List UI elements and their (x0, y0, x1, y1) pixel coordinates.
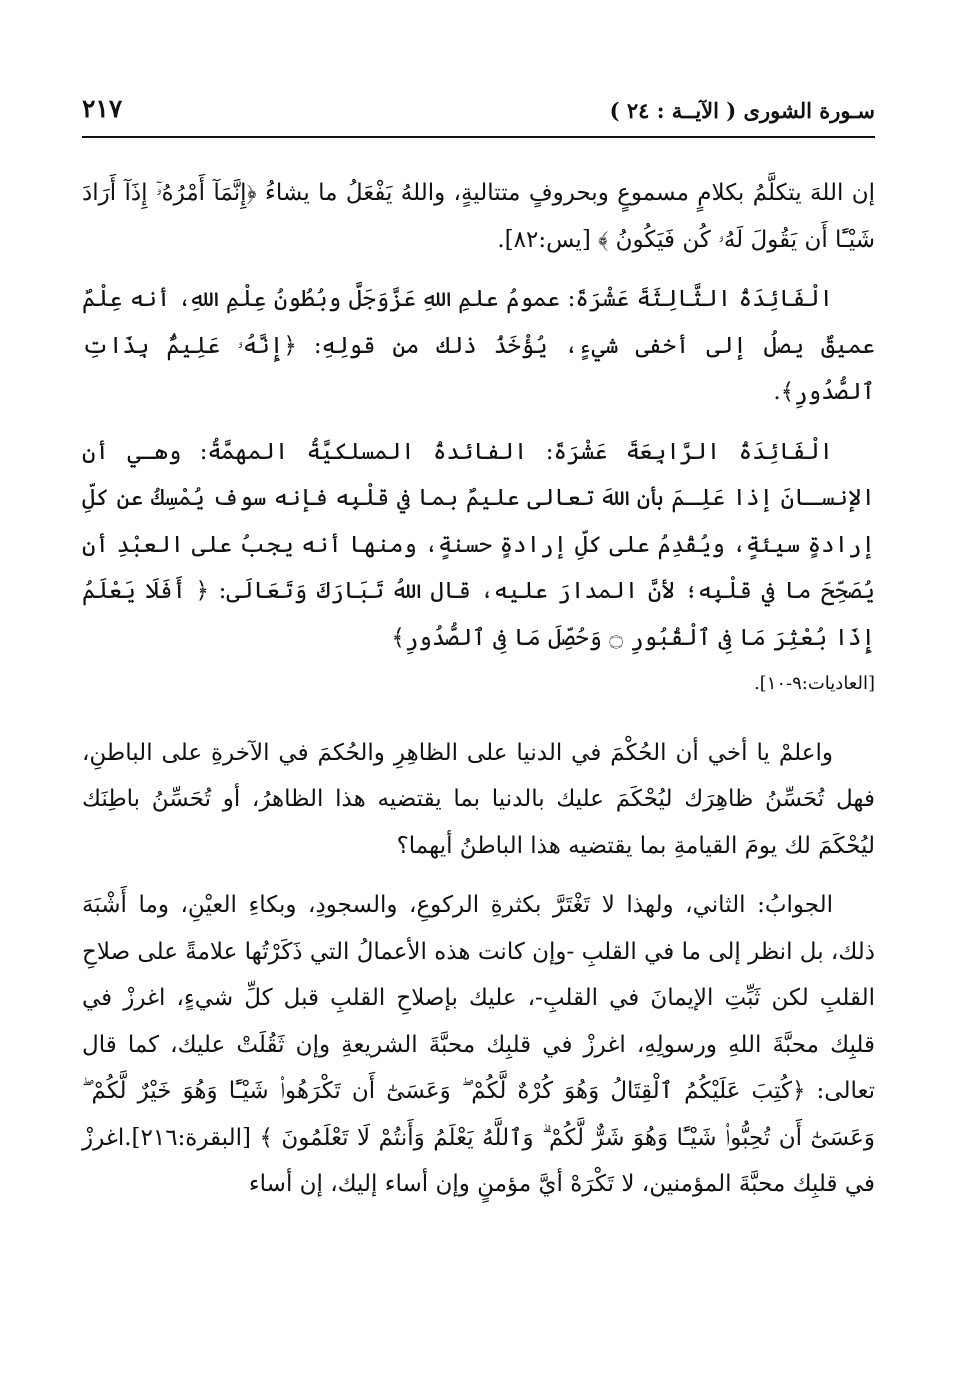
header-divider (82, 136, 875, 138)
paragraph-1: إن اللهَ يتكلَّمُ بكلامٍ مسموعٍ وبحروفٍ متتاليةٍ، واللهُ يَفْعَلُ ما يشاءُ ﴿إِنَّمَآ أَمْرُهُۥٓ إِذَآ أَرَادَ شَيْـًٔا أَن يَقُولَ لَهُۥ كُن فَيَكُونُ ﴾ [يس:٨٢]. (82, 180, 875, 253)
page-number: ٢١٧ (82, 94, 123, 123)
paragraph-2: الْفَائِدَةُ الثَّالِثَةَ عَشْرَةَ: عمومُ علمِ اللهِ عَزَّوَجَلَّ وبُطُونُ عِلْمِ اللهِ، أنه عِلْمٌ عميقٌ يصلُ إلى أخفى شيءٍ، يُؤْخَذُ ذلك من قولِهِ: ﴿إِنَّهُۥ عَلِيمٌۢ بِذَاتِ ٱلصُّدُورِ﴾. (82, 286, 875, 405)
page-header (82, 92, 875, 132)
page-body (82, 170, 875, 1221)
verse-reference: [العاديات:٩-١٠]. (753, 673, 875, 694)
paragraph-4: واعلمْ يا أخي أن الحُكْمَ في الدنيا على الظاهِرِ والحُكمَ في الآخرةِ على الباطنِ، فهل تُحَسِّنُ ظاهِرَك ليُحْكَمَ عليك بالدنيا بما يقتضيه هذا الظاهرُ، أو تُحَسِّنُ باطِنَك ليُحْكَمَ لك يومَ القيامةِ بما يقتضيه هذا الباطنُ أيهما؟ (82, 739, 875, 859)
paragraph-3: الْفَائِدَةُ الرَّابِعَةَ عَشْرَةَ: الفائدةُ المسلكيَّةُ المهمَّةُ: وهـي أن الإنسـانَ إذا عَلِـمَ بأن اللهَ تعالى عليمٌ بما في قلْبِه فإنه سوف يُمْسِكُ عن كلِّ إرادةٍ سيئةٍ، ويُقْدِمُ على كلِّ إرادةٍ حسنةٍ، ومنها أنه يجبُ على العبْدِ أن يُصَحِّحَ ما في قلْبِه؛ لأنَّ المدارَ عليه، قال اللهُ تَبَارَكَ وَتَعَالَى: ﴿ أَفَلَا يَعْلَمُ إِذَا بُعْثِرَ مَا فِى ٱلْقُبُورِ ۝ وَحُصِّلَ مَا فِى ٱلصُّدُورِ﴾ (82, 438, 875, 651)
surah-title: سـورة الشورى ( الآيــة : ٢٤ ) (609, 98, 875, 123)
paragraph-5: الجوابُ: الثاني، ولهذا لا تَغْتَرَّ بكثرةِ الركوعِ، والسجودِ، وبكاءِ العيْنِ، وما أَشْبَهَ ذلك، بل انظر إلى ما في القلبِ -وإن كانت هذه الأعمالُ التي ذَكَرْتُها علامةً على صلاحِ القلبِ لكن ثَبِّتِ الإيمانَ في القلبِ-، عليك بإصلاحِ القلبِ قبل كلِّ شيءٍ، اغرزْ في قلبِك محبَّةَ اللهِ ورسولِهِ، اغرزْ في قلبِك محبَّةَ الشريعةِ وإن ثَقُلَتْ عليك، كما قال تعالى: ﴿كُتِبَ عَلَيْكُمُ ٱلْقِتَالُ وَهُوَ كُرْهٌ لَّكُمْ ۖ وَعَسَىٰٓ أَن تَكْرَهُوا۟ شَيْـًٔا وَهُوَ خَيْرٌ لَّكُمْ ۖ وَعَسَىٰٓ أَن تُحِبُّوا۟ شَيْـًٔا وَهُوَ شَرٌّ لَّكُمْ ۗ وَٱللَّهُ يَعْلَمُ وَأَنتُمْ لَا تَعْلَمُونَ ﴾ [البقرة:٢١٦].اغرزْ في قلبِك محبَّةَ المؤمنين، لا تَكْرَهْ أيَّ مؤمنٍ وإن أساء إليك، إن أساء (82, 892, 875, 1197)
